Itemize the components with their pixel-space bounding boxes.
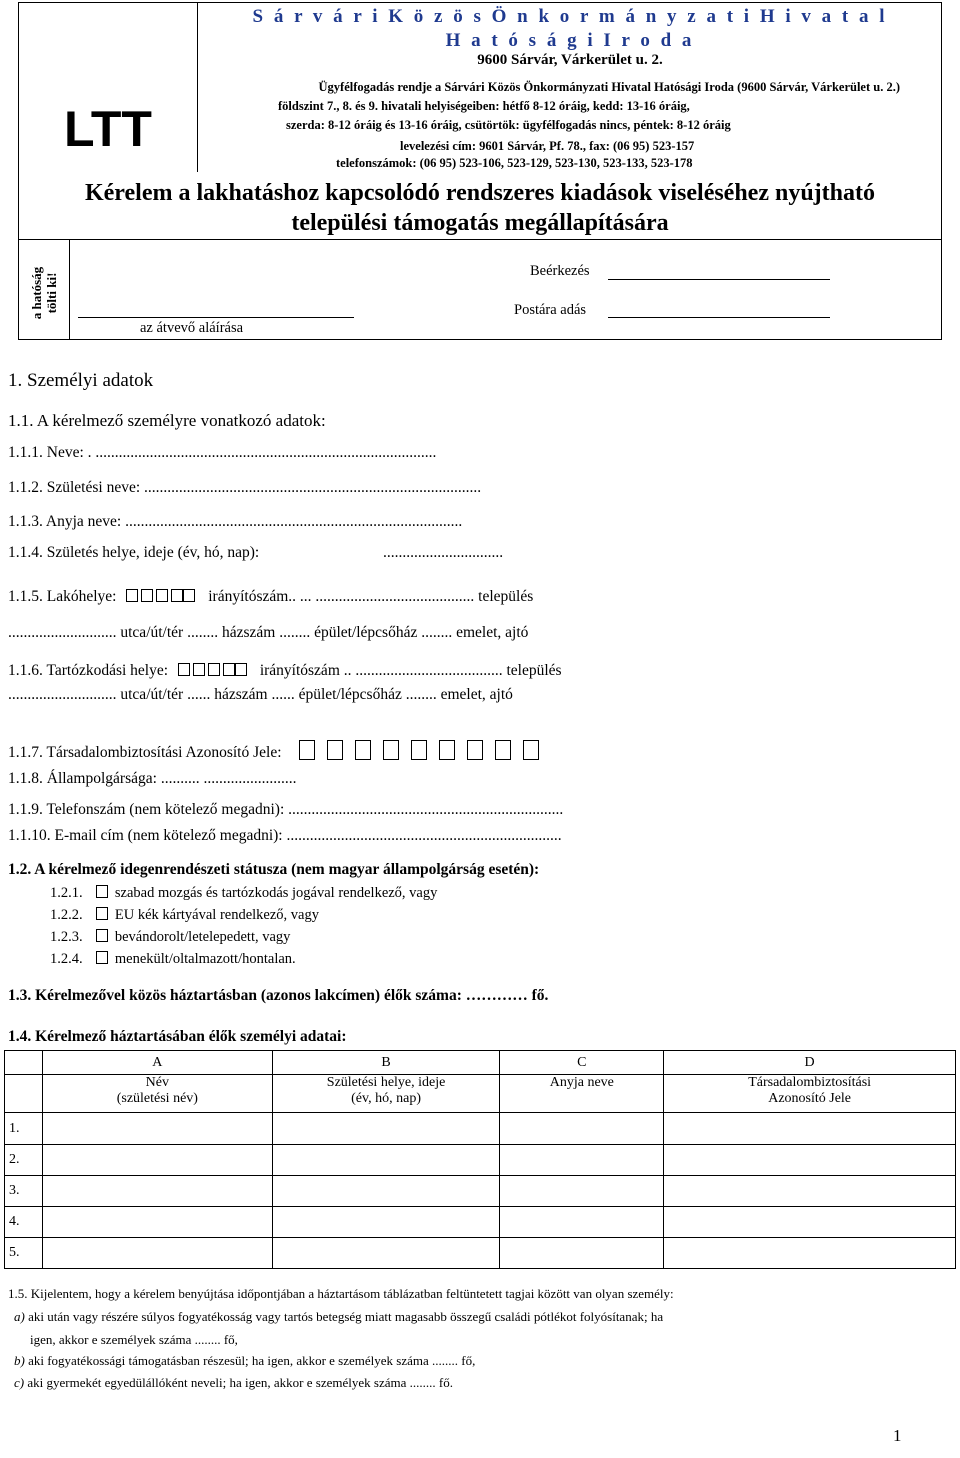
status-option: [50, 951, 296, 968]
column-letter: B: [272, 1051, 500, 1075]
form-title-line: Kérelem a lakhatáshoz kapcsolódó rendszeres kiadások viseléséhez nyújtható: [84, 180, 876, 206]
office-use-label-line: tölti ki!: [44, 272, 59, 314]
table-cell[interactable]: [42, 1145, 272, 1176]
mother-name-field[interactable]: 1.1.3. Anyja neve: .......................................................................................: [8, 513, 463, 530]
received-label: Beérkezés: [530, 263, 590, 279]
table-header-row: [5, 1075, 956, 1113]
table-cell[interactable]: [272, 1176, 500, 1207]
ssn-box[interactable]: [299, 740, 315, 760]
table-cell[interactable]: [500, 1238, 664, 1269]
item-letter: a): [14, 1309, 25, 1324]
table-cell[interactable]: [42, 1207, 272, 1238]
status-option: [50, 885, 437, 902]
office-use-label: [29, 243, 59, 343]
ssn-box[interactable]: [411, 740, 427, 760]
zip-box[interactable]: [178, 663, 190, 676]
table-cell[interactable]: [272, 1207, 500, 1238]
zip-box[interactable]: [126, 589, 138, 602]
column-header: [500, 1075, 664, 1113]
status-option-number: 1.2.3.: [50, 929, 83, 945]
logo-cell: [18, 2, 198, 172]
item-text[interactable]: aki fogyatékossági támogatásban részesül; ha igen, akkor e személyek száma ........ fő,: [28, 1353, 476, 1368]
status-checkbox[interactable]: [96, 885, 108, 898]
birth-name-field[interactable]: 1.1.2. Születési neve: .......................................................................................: [8, 479, 482, 496]
page-number: 1: [893, 1426, 902, 1445]
ssn-boxes[interactable]: [299, 744, 551, 761]
zip-boxes[interactable]: [178, 662, 254, 679]
column-header-line: Név: [145, 1075, 169, 1090]
office-name: S á r v á r i K ö z ö s Ö n k o r m á n y z a t i H i v a t a l: [252, 6, 888, 27]
stay-address-line[interactable]: ............................ utca/út/tér ...... házszám ...... épület/lépcsőház ........ emelet, ajtó: [8, 686, 513, 703]
form-title: [18, 178, 942, 238]
column-header-line: Születési helye, ideje: [326, 1075, 446, 1090]
status-checkbox[interactable]: [96, 929, 108, 942]
table-cell[interactable]: [500, 1207, 664, 1238]
email-field[interactable]: 1.1.10. E-mail cím (nem kötelező megadni): .......................................................................: [8, 827, 562, 844]
row-number: 5.: [5, 1238, 43, 1269]
zip-box[interactable]: [156, 589, 168, 602]
item-text[interactable]: aki gyermekét egyedülállóként neveli; ha igen, akkor e személyek száma ........ fő.: [27, 1375, 453, 1390]
column-header: [42, 1075, 272, 1113]
status-option-label: szabad mozgás és tartózkodás jogával rendelkező, vagy: [114, 885, 438, 901]
table-row: [5, 1238, 956, 1269]
row-number: 2.: [5, 1145, 43, 1176]
table-row: [5, 1207, 956, 1238]
table-letter-row: [5, 1051, 956, 1075]
household-count[interactable]: 1.3. Kérelmezővel közös háztartásban (azonos lakcímen) élők száma: ………… fő.: [8, 987, 549, 1004]
form-title-line: települési támogatás megállapítására: [291, 210, 669, 236]
table-cell[interactable]: [272, 1145, 500, 1176]
zip-boxes[interactable]: [126, 588, 202, 605]
logo: LTT: [64, 101, 152, 157]
residence-label: 1.1.5. Lakóhelye:: [8, 588, 117, 605]
table-cell[interactable]: [664, 1176, 956, 1207]
table-cell[interactable]: [42, 1238, 272, 1269]
zip-box[interactable]: [235, 663, 247, 676]
row-number: 1.: [5, 1113, 43, 1145]
status-option: [50, 929, 290, 946]
table-cell[interactable]: [500, 1113, 664, 1145]
column-header: [272, 1075, 500, 1113]
signature-field[interactable]: [78, 317, 354, 318]
status-option-number: 1.2.2.: [50, 907, 83, 923]
ssn-box[interactable]: [467, 740, 483, 760]
table-cell[interactable]: [500, 1176, 664, 1207]
zip-box[interactable]: [183, 589, 195, 602]
column-letter: D: [664, 1051, 956, 1075]
ssn-box[interactable]: [523, 740, 539, 760]
household-table: [4, 1050, 956, 1269]
ssn-box[interactable]: [495, 740, 511, 760]
declaration-intro: 1.5. Kijelentem, hogy a kérelem benyújtása időpontjában a háztartásom táblázatban feltüntetett tagjai között van olyan személy:: [8, 1286, 674, 1301]
declaration-item-c: [14, 1375, 453, 1391]
status-heading: 1.2. A kérelmező idegenrendészeti státusza (nem magyar állampolgárság esetén):: [8, 861, 540, 878]
residence-fields[interactable]: irányítószám.. ... ......................................... település: [208, 588, 534, 605]
table-corner: [5, 1051, 43, 1075]
zip-box[interactable]: [141, 589, 153, 602]
status-option-number: 1.2.1.: [50, 885, 83, 901]
column-header-line: (év, hó, nap): [351, 1091, 421, 1106]
subsection-heading: 1.1. A kérelmező személyre vonatkozó adatok:: [8, 411, 326, 430]
birth-place-field[interactable]: ...............................: [383, 544, 504, 561]
table-row: [5, 1145, 956, 1176]
stay-row: [8, 662, 562, 680]
declaration-item-a: [14, 1309, 663, 1325]
birth-place-label: 1.1.4. Születés helye, ideje (év, hó, nap):: [8, 544, 260, 561]
posted-field[interactable]: [608, 317, 830, 318]
row-number: 4.: [5, 1207, 43, 1238]
zip-box[interactable]: [208, 663, 220, 676]
residence-address-line[interactable]: ............................ utca/út/tér ........ házszám ........ épület/lépcsőház ........ emelet, ajtó: [8, 624, 529, 641]
status-option-label: menekült/oltalmazott/hontalan.: [114, 951, 296, 967]
ssn-box[interactable]: [355, 740, 371, 760]
office-unit: H a t ó s á g i I r o d a: [445, 30, 695, 51]
ssn-box[interactable]: [327, 740, 343, 760]
office-use-side: [18, 240, 70, 340]
table-row: [5, 1176, 956, 1207]
zip-box[interactable]: [223, 663, 235, 676]
citizenship-field[interactable]: 1.1.8. Állampolgársága: .......... ........................: [8, 770, 297, 787]
table-row: [5, 1113, 956, 1145]
column-header-line: Anyja neve: [549, 1075, 614, 1090]
status-option-label: EU kék kártyával rendelkező, vagy: [114, 907, 319, 923]
table-cell[interactable]: [664, 1238, 956, 1269]
item-letter: b): [14, 1353, 25, 1368]
ssn-box[interactable]: [439, 740, 455, 760]
section-heading: 1. Személyi adatok: [8, 370, 154, 391]
zip-box[interactable]: [171, 589, 183, 602]
stay-label: 1.1.6. Tartózkodási helye:: [8, 662, 169, 679]
column-header-line: Azonosító Jele: [768, 1091, 852, 1106]
table-header-corner: [5, 1075, 43, 1113]
residence-row: [8, 588, 533, 606]
name-field[interactable]: 1.1.1. Neve: . ........................................................................................: [8, 444, 437, 461]
status-option-label: bevándorolt/letelepedett, vagy: [114, 929, 291, 945]
ssn-row: [8, 740, 551, 762]
phone-field[interactable]: 1.1.9. Telefonszám (nem kötelező megadni): .......................................................................: [8, 801, 564, 818]
ssn-label: 1.1.7. Társadalombiztosítási Azonosító Jele:: [8, 744, 282, 761]
column-header: [664, 1075, 956, 1113]
office-hours-line: szerda: 8-12 óráig és 13-16 óráig, csütörtök: ügyfélfogadás nincs, péntek: 8-12 óráig: [286, 118, 731, 132]
status-checkbox[interactable]: [96, 951, 108, 964]
status-option: [50, 907, 319, 924]
table-cell[interactable]: [500, 1145, 664, 1176]
ssn-box[interactable]: [383, 740, 399, 760]
table-cell[interactable]: [42, 1113, 272, 1145]
table-cell[interactable]: [42, 1176, 272, 1207]
status-option-number: 1.2.4.: [50, 951, 83, 967]
row-number: 3.: [5, 1176, 43, 1207]
office-address: 9600 Sárvár, Várkerület u. 2.: [477, 52, 663, 68]
household-heading: 1.4. Kérelmező háztartásában élők személyi adatai:: [8, 1028, 347, 1045]
item-letter: c): [14, 1375, 25, 1390]
office-hours-line: földszint 7., 8. és 9. hivatali helyiségeiben: hétfő 8-12 óráig, kedd: 13-16 óráig,: [278, 99, 690, 113]
table-cell[interactable]: [272, 1113, 500, 1145]
received-field[interactable]: [608, 279, 830, 280]
column-header-line: (születési név): [116, 1091, 198, 1106]
zip-box[interactable]: [193, 663, 205, 676]
status-checkbox[interactable]: [96, 907, 108, 920]
mail-address: levelezési cím: 9601 Sárvár, Pf. 78., fax: (06 95) 523-157: [400, 139, 695, 153]
table-cell[interactable]: [272, 1238, 500, 1269]
stay-fields[interactable]: irányítószám .. ...................................... település: [259, 662, 562, 679]
column-letter: A: [42, 1051, 272, 1075]
column-letter: C: [500, 1051, 664, 1075]
phone-numbers: telefonszámok: (06 95) 523-106, 523-129, 523-130, 523-133, 523-178: [336, 156, 693, 170]
item-text: aki után vagy részére súlyos fogyatékosság vagy tartós betegség miatt magasabb összegű családi pótlékot folyósítanak; ha: [28, 1309, 664, 1324]
column-header-line: Társadalombiztosítási: [748, 1075, 872, 1090]
declaration-item-a-count[interactable]: igen, akkor e személyek száma ........ fő,: [30, 1332, 238, 1347]
table-cell[interactable]: [664, 1207, 956, 1238]
table-cell[interactable]: [664, 1113, 956, 1145]
office-use-label-line: a hatóság: [29, 266, 44, 320]
signature-label: az átvevő aláírása: [140, 320, 244, 336]
declaration-item-b: [14, 1353, 475, 1369]
office-hours-line: Ügyfélfogadás rendje a Sárvári Közös Önkormányzati Hivatal Hatósági Iroda (9600 Sárvár, Várkerület u. 2.): [318, 80, 900, 94]
table-cell[interactable]: [664, 1145, 956, 1176]
posted-label: Postára adás: [514, 302, 587, 318]
